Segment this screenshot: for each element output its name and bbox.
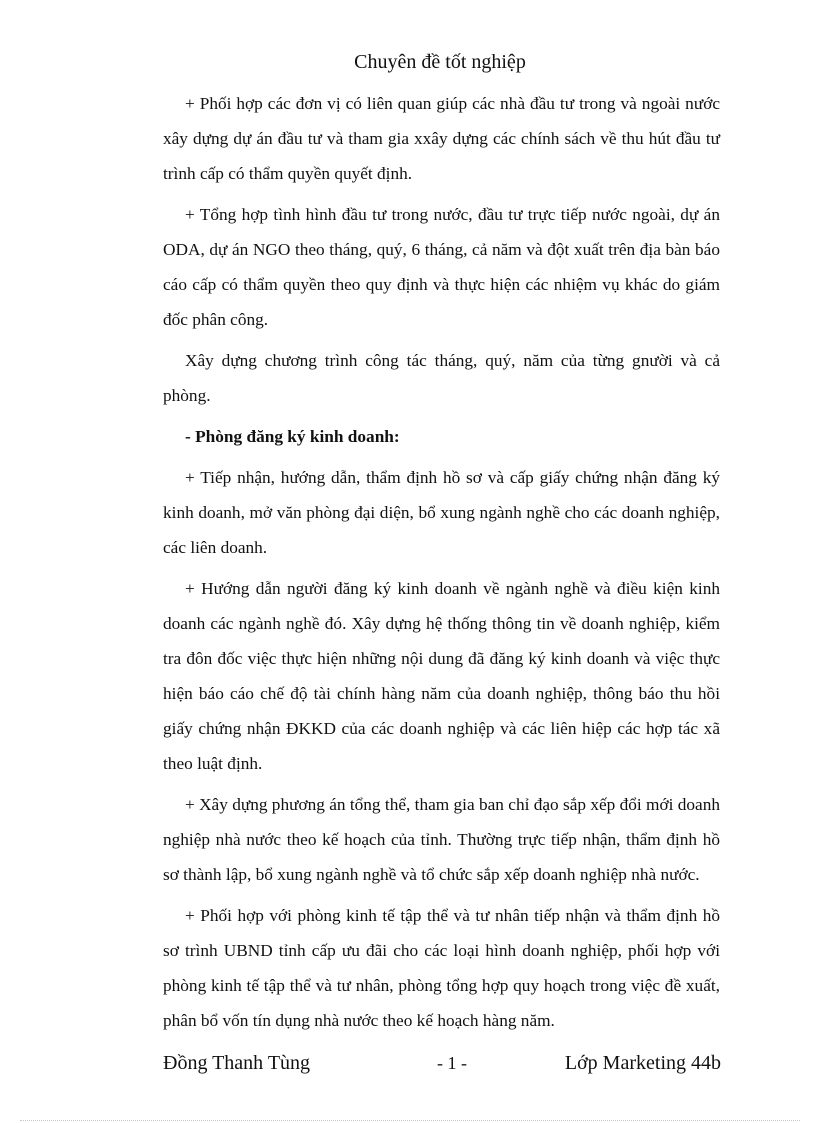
section-heading-business-registration: - Phòng đăng ký kinh doanh: (185, 427, 400, 446)
paragraph-work-program: Xây dựng chương trình công tác tháng, quý, năm của từng gnười và cả phòng. (163, 351, 720, 405)
paragraph-investment-summary: + Tổng hợp tình hình đầu tư trong nước, đầu tư trực tiếp nước ngoài, dự án ODA, dự án NGO theo tháng, quý, 6 tháng, cả năm và đột xuất trên địa bàn báo cáo cấp có thẩm quyền theo quy định và thực hiện các nhiệm vụ khác do giám đốc phân công. (163, 205, 720, 329)
page-header-title: Chuyên đề tốt nghiệp (354, 51, 526, 73)
paragraph-guide-registrants: + Hướng dẫn người đăng ký kinh doanh về ngành nghề và điều kiện kinh doanh các ngành nghề đó. Xây dựng hệ thống thông tin về doanh nghiệp, kiểm tra đôn đốc việc thực hiện những nội dung đã đăng ký kinh doanh và việc thực hiện báo cáo chế độ tài chính hàng năm của doanh nghiệp, thông báo thu hồi giấy chứng nhận ĐKKD của các doanh nghiệp và các liên hiệp các hợp tác xã theo luật định. (163, 579, 720, 773)
footer-author: Đồng Thanh Tùng (163, 1052, 311, 1074)
paragraph-state-enterprise-plan: + Xây dựng phương án tổng thể, tham gia ban chỉ đạo sắp xếp đổi mới doanh nghiệp nhà nước theo kế hoạch của tỉnh. Thường trực tiếp nhận, thẩm định hồ sơ thành lập, bổ xung ngành nghề và tổ chức sắp xếp doanh nghiệp nhà nước. (163, 795, 720, 884)
page-bottom-divider (20, 1120, 800, 1121)
paragraph-coordinate-incentives: + Phối hợp với phòng kinh tế tập thể và tư nhân tiếp nhận và thẩm định hồ sơ trình UBND tỉnh cấp ưu đãi cho các loại hình doanh nghiệp, phối hợp với phòng kinh tế tập thể và tư nhân, phòng tổng hợp quy hoạch trong việc đề xuất, phân bổ vốn tín dụng nhà nước theo kế hoạch hàng năm. (163, 906, 720, 1030)
page-footer (163, 1048, 721, 1078)
paragraph-receive-registration: + Tiếp nhận, hướng dẫn, thẩm định hồ sơ và cấp giấy chứng nhận đăng ký kinh doanh, mở văn phòng đại diện, bổ xung ngành nghề cho các doanh nghiệp, các liên doanh. (163, 468, 720, 557)
footer-page-number: - 1 - (437, 1053, 467, 1073)
page-body (163, 86, 720, 1044)
footer-class-name: Lớp Marketing 44b (564, 1052, 721, 1074)
paragraph-coordinate-investors: + Phối hợp các đơn vị có liên quan giúp các nhà đầu tư trong và ngoài nước xây dựng dự án đầu tư và tham gia xxây dựng các chính sách về thu hút đầu tư trình cấp có thẩm quyền quyết định. (163, 94, 720, 183)
